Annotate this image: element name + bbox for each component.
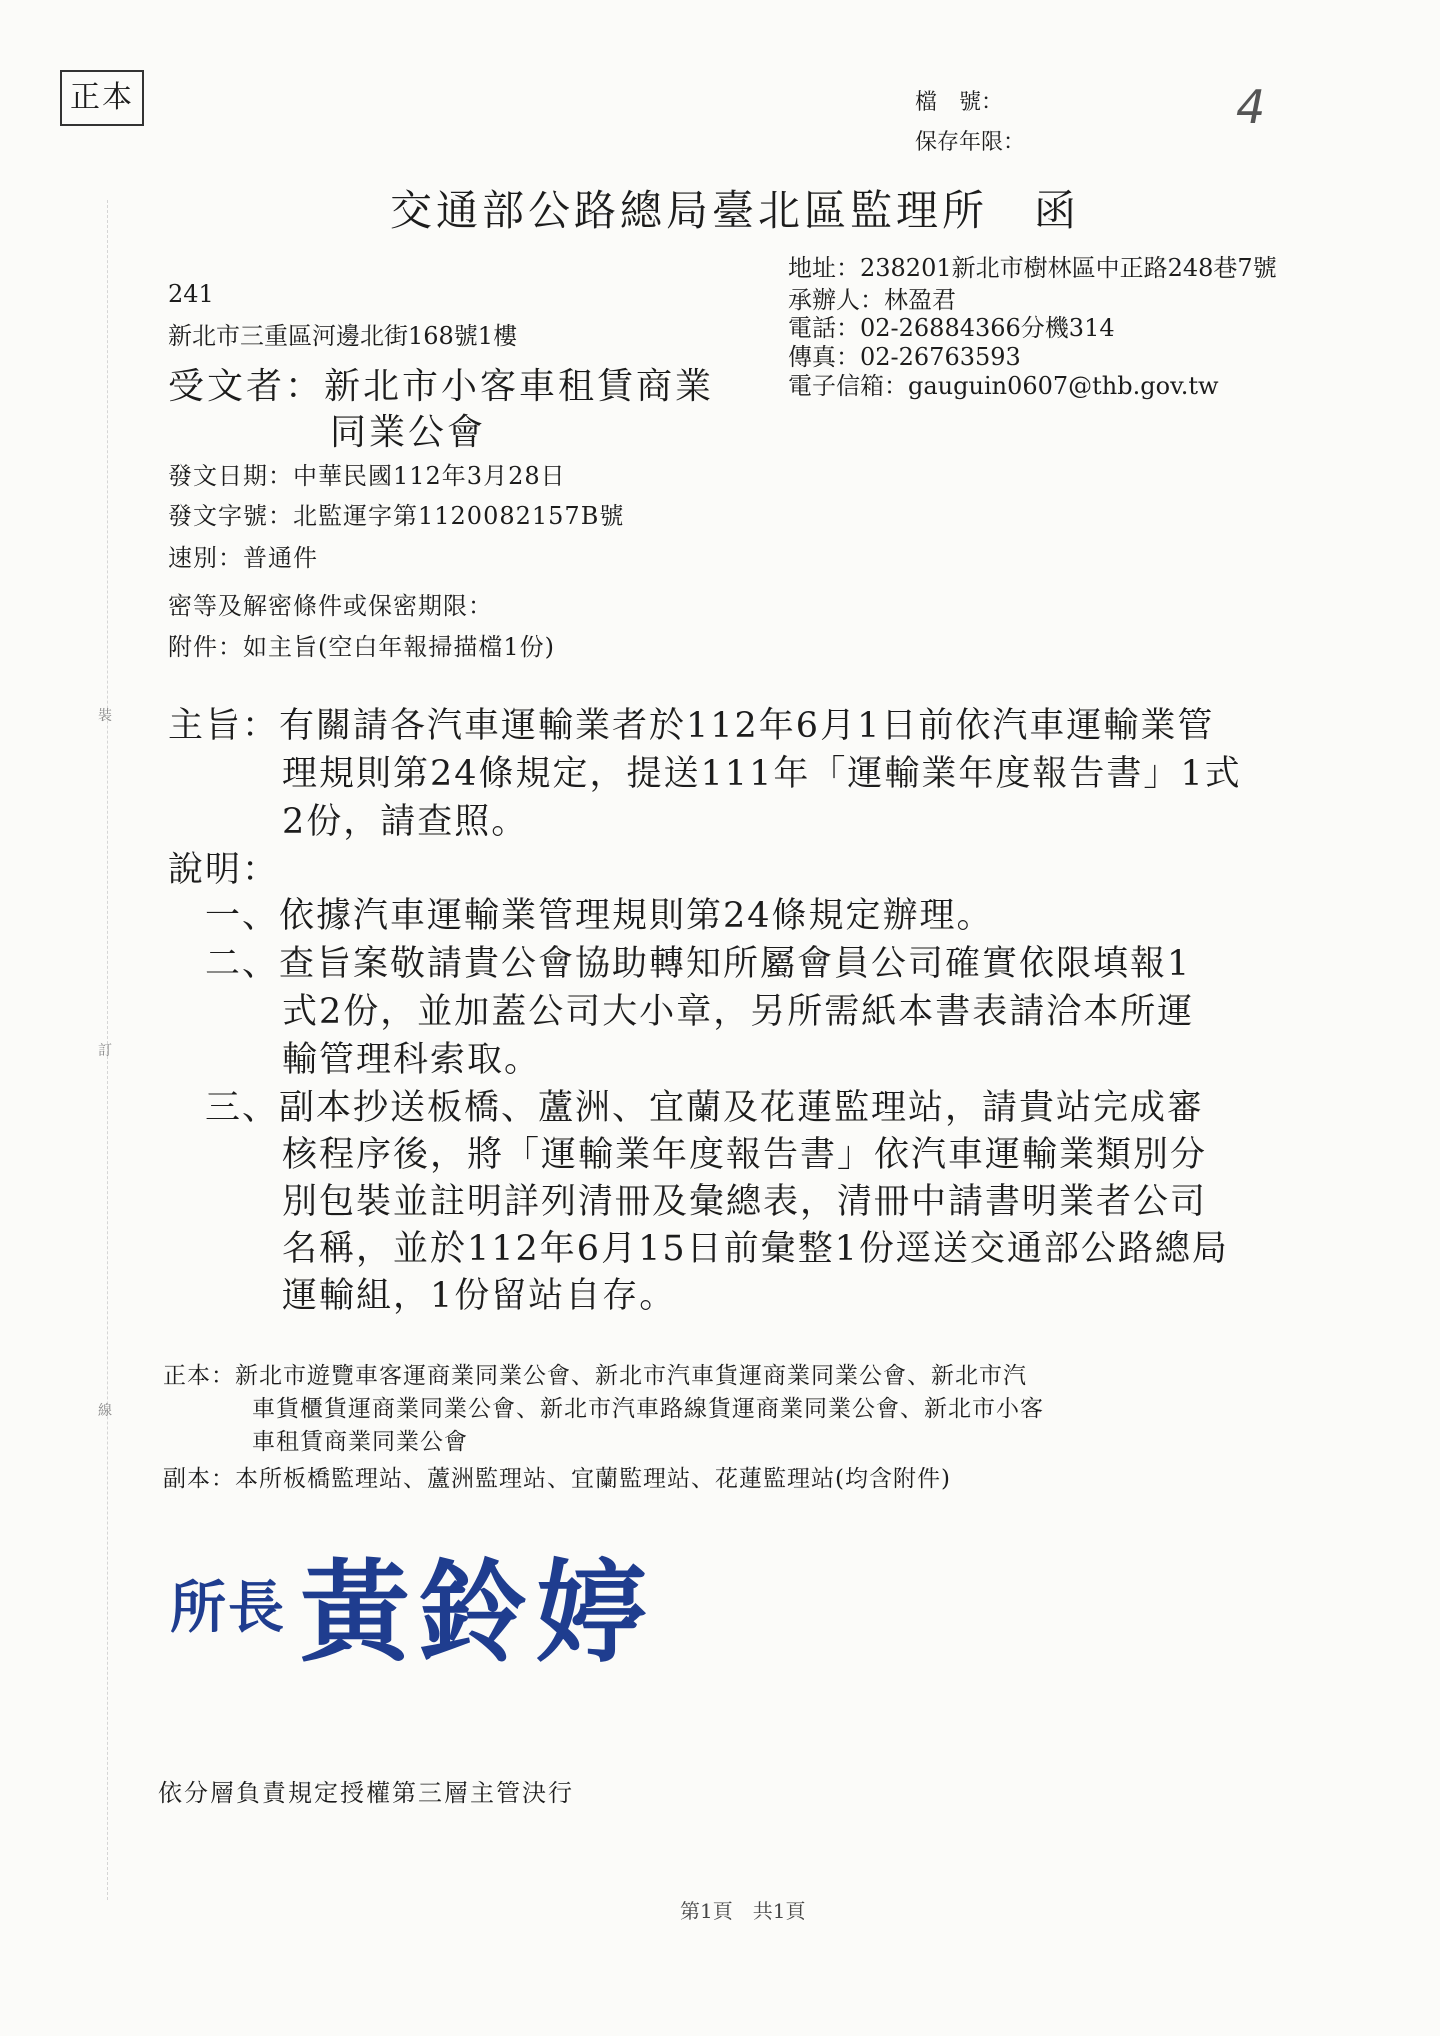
explanation-item-3-line-2: 核程序後，將「運輸業年度報告書」依汽車運輸業類別分 <box>282 1135 1208 1175</box>
authorization-note: 依分層負責規定授權第三層主管決行 <box>158 1779 574 1807</box>
explanation-heading: 說明： <box>168 850 280 890</box>
file-number-handwritten: 4 <box>1236 80 1266 134</box>
issue-date: 發文日期：中華民國112年3月28日 <box>168 462 566 490</box>
gutter-bind-mark: 裝 <box>98 708 112 724</box>
subject-line-2: 理規則第24條規定，提送111年「運輸業年度報告書」1式 <box>282 754 1242 794</box>
contact-fax: 傳真：02-26763593 <box>788 343 1021 371</box>
document-title: 交通部公路總局臺北區監理所 函 <box>390 186 1081 235</box>
original-recipients-line-2: 車貨櫃貨運商業同業公會、新北市汽車路線貨運商業同業公會、新北市小客 <box>252 1396 1044 1422</box>
gutter-staple-mark: 訂 <box>98 1043 112 1059</box>
original-recipients-line-3: 車租賃商業同業公會 <box>252 1429 468 1455</box>
delivery-speed: 速別：普通件 <box>168 544 318 572</box>
explanation-item-2-line-3: 輸管理科索取。 <box>282 1040 542 1080</box>
explanation-item-3-line-4: 名稱，並於112年6月15日前彙整1份逕送交通部公路總局 <box>282 1229 1229 1269</box>
explanation-item-3-line-1: 三、副本抄送板橋、蘆洲、宜蘭及花蓮監理站，請貴站完成審 <box>205 1088 1205 1128</box>
explanation-item-3-line-3: 別包裝並註明詳列清冊及彙總表，清冊中請書明業者公司 <box>282 1182 1208 1222</box>
recipient-street: 新北市三重區河邊北街168號1樓 <box>168 322 518 350</box>
page-footer: 第1頁 共1頁 <box>680 1899 806 1923</box>
explanation-item-2-line-2: 式2份，並加蓋公司大小章，另所需紙本書表請洽本所運 <box>282 992 1195 1032</box>
explanation-item-2-line-1: 二、查旨案敬請貴公會協助轉知所屬會員公司確實依限填報1 <box>205 944 1192 984</box>
signature-name: 黃鈴婷 <box>300 1549 654 1677</box>
subject-line-1: 主旨：有關請各汽車運輸業者於112年6月1日前依汽車運輸業管 <box>168 706 1215 746</box>
secrecy-level: 密等及解密條件或保密期限： <box>168 592 493 620</box>
document-number: 發文字號：北監運字第1120082157B號 <box>168 502 625 530</box>
director-signature <box>170 1525 654 1683</box>
recipient-line-2: 同業公會 <box>330 412 487 453</box>
contact-address: 地址：238201新北市樹林區中正路248巷7號 <box>788 254 1277 282</box>
retention-label: 保存年限： <box>915 130 1026 155</box>
contact-handler: 承辦人：林盈君 <box>788 286 956 314</box>
attachment: 附件：如主旨(空白年報掃描檔1份) <box>168 633 555 661</box>
recipient-zip: 241 <box>168 280 214 308</box>
gutter-line-mark: 線 <box>98 1403 112 1419</box>
recipient-line-1: 受文者：新北市小客車租賃商業 <box>168 366 715 407</box>
copy-recipients: 副本：本所板橋監理站、蘆洲監理站、宜蘭監理站、花蓮監理站(均含附件) <box>163 1466 951 1492</box>
original-copy-stamp: 正本 <box>60 70 144 126</box>
original-recipients-line-1: 正本：新北市遊覽車客運商業同業公會、新北市汽車貨運商業同業公會、新北市汽 <box>163 1363 1027 1389</box>
file-number-label: 檔 號： <box>915 90 1004 115</box>
contact-phone: 電話：02-26884366分機314 <box>788 314 1115 342</box>
signature-title: 所長 <box>170 1576 286 1641</box>
explanation-item-3-line-5: 運輸組，1份留站自存。 <box>282 1276 677 1316</box>
subject-line-3: 2份，請查照。 <box>282 802 529 842</box>
explanation-item-1: 一、依據汽車運輸業管理規則第24條規定辦理。 <box>205 896 994 936</box>
contact-email: 電子信箱：gauguin0607@thb.gov.tw <box>788 372 1219 400</box>
